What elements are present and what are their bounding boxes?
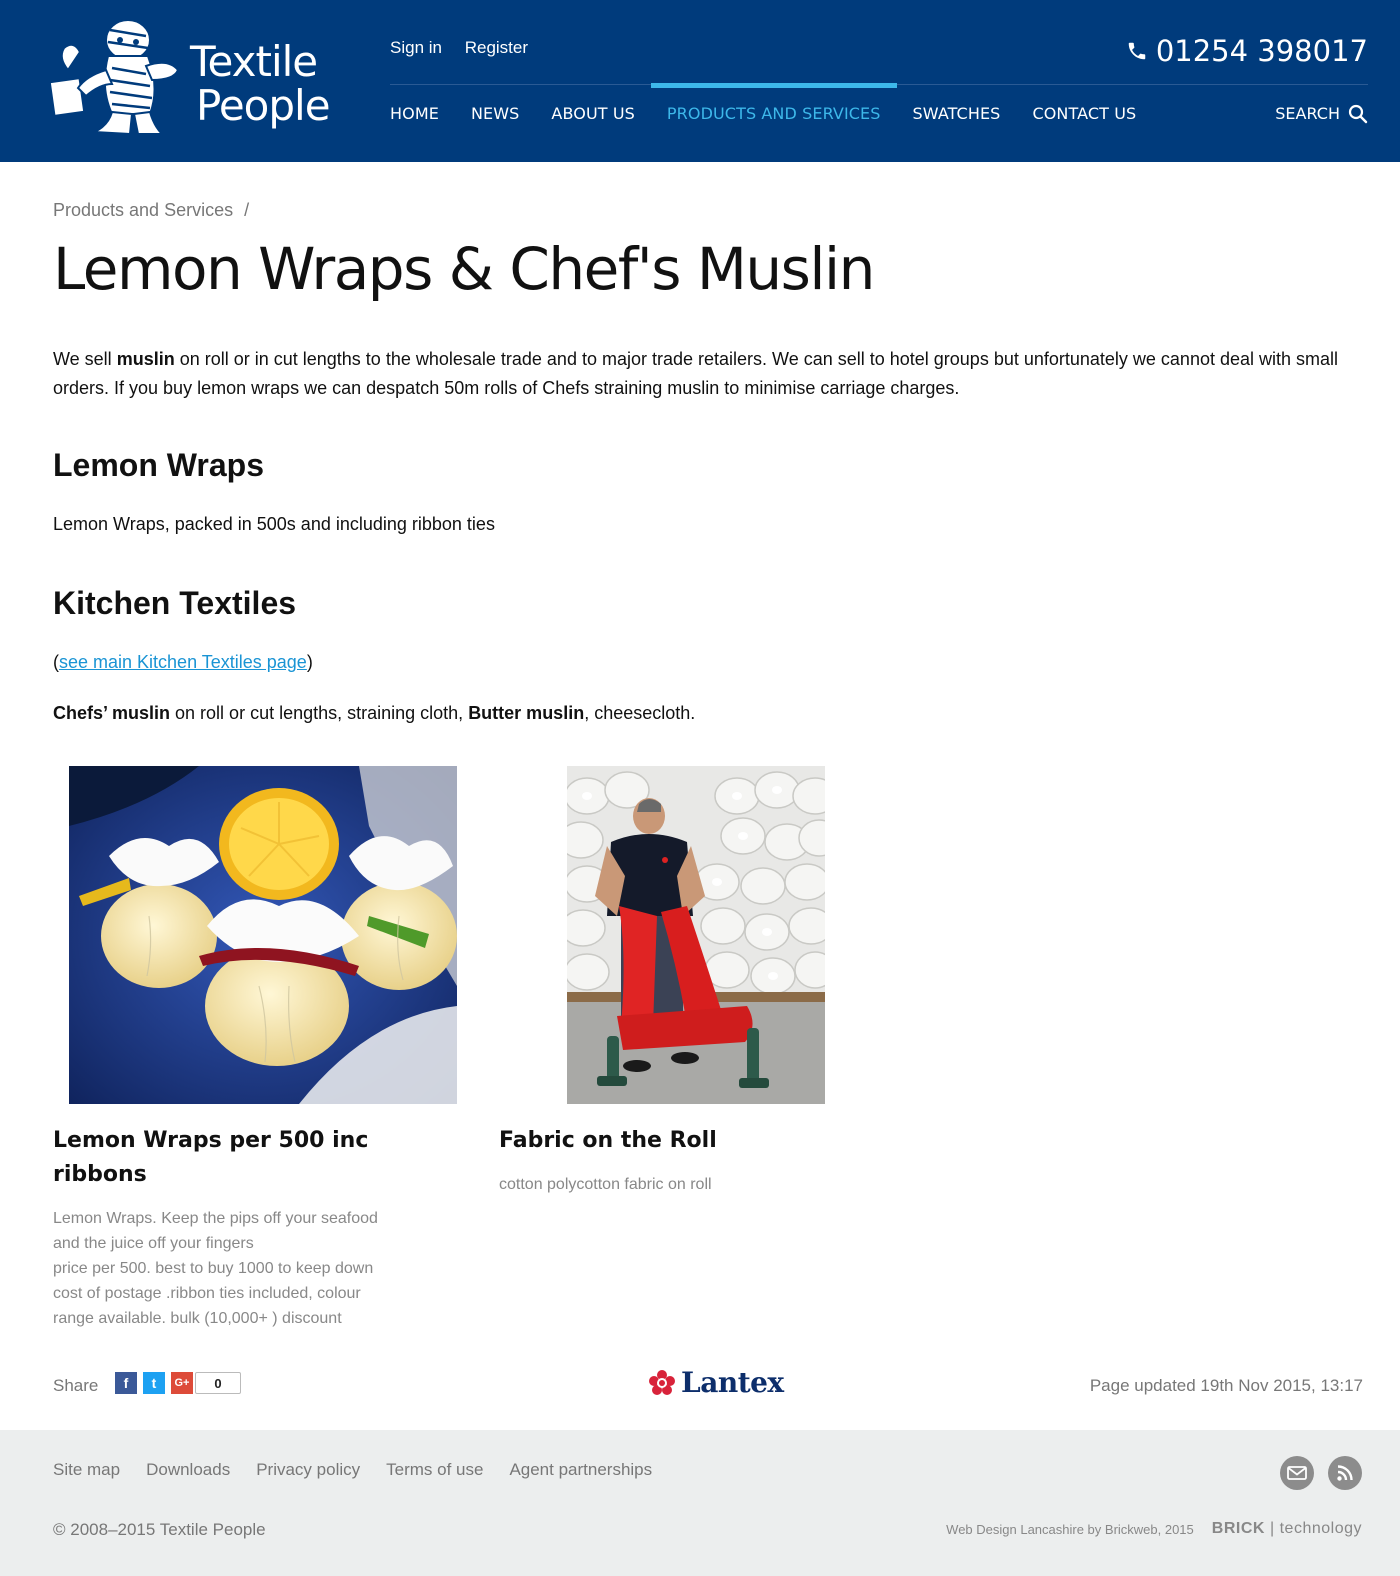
product-title-fabric-on-roll[interactable]: Fabric on the Roll <box>499 1128 717 1153</box>
google-plus-share-icon[interactable]: G+ <box>171 1372 193 1394</box>
intro-bold-muslin: muslin <box>116 349 175 369</box>
nav-products-and-services[interactable]: PRODUCTS AND SERVICES <box>651 84 897 144</box>
mummy-mascot-icon <box>50 18 190 138</box>
main-content <box>53 200 1363 1346</box>
product-image-fabric-on-roll[interactable] <box>567 766 825 1104</box>
share-label: Share <box>53 1376 99 1395</box>
brick-bar: | <box>1269 1520 1275 1537</box>
main-nav <box>374 84 1152 144</box>
desc-line: price per 500. best to buy 1000 to keep down <box>53 1260 374 1277</box>
kitchen-textiles-link-line <box>53 652 1363 673</box>
paren-close: ) <box>306 652 313 672</box>
nav-news[interactable]: NEWS <box>470 104 520 123</box>
kitchen-textiles-page-link[interactable]: see main Kitchen Textiles page <box>59 652 307 672</box>
copyright: © 2008–2015 Textile People <box>53 1520 266 1539</box>
phone-text: 01254 398017 <box>1155 34 1368 68</box>
chefs-text-2: , cheesecloth. <box>584 703 696 723</box>
breadcrumb-separator: / <box>244 200 250 220</box>
site-header <box>0 0 1400 162</box>
footer-link-site-map[interactable]: Site map <box>53 1460 121 1479</box>
twitter-share-icon[interactable]: t <box>143 1372 165 1394</box>
desc-line: Lemon Wraps. Keep the pips off your seafood <box>53 1210 378 1227</box>
logo-line-2: People <box>196 81 330 130</box>
product-image-lemon-wraps[interactable] <box>69 766 457 1104</box>
lantex-wordmark: Lantex <box>681 1366 784 1399</box>
butter-muslin-bold: Butter muslin <box>468 703 585 723</box>
desc-line: and the juice off your fingers <box>53 1235 254 1252</box>
share-bar <box>53 1366 1363 1406</box>
brick-technology-logo[interactable] <box>1212 1520 1362 1538</box>
share-icons <box>115 1372 241 1394</box>
breadcrumb-products-and-services[interactable]: Products and Services <box>53 200 234 220</box>
logo-line-1: Textile <box>190 37 318 86</box>
desc-line: range available. bulk (10,000+ ) discount <box>53 1310 342 1327</box>
lantex-logo[interactable] <box>649 1366 784 1399</box>
nav-swatches[interactable]: SWATCHES <box>912 104 1001 123</box>
footer-link-agent-partnerships[interactable]: Agent partnerships <box>509 1460 653 1479</box>
paren-open: ( <box>53 652 59 672</box>
product-card-lemon-wraps[interactable] <box>53 766 453 1331</box>
footer-icons <box>1280 1456 1362 1490</box>
rss-icon[interactable] <box>1328 1456 1362 1490</box>
lantex-rose-icon <box>649 1370 675 1396</box>
product-description-lemon-wraps <box>53 1206 453 1331</box>
product-title-lemon-wraps[interactable]: Lemon Wraps per 500 inc ribbons <box>53 1128 369 1187</box>
register-link[interactable]: Register <box>464 38 529 57</box>
footer-links <box>53 1460 652 1480</box>
design-credit <box>946 1520 1362 1538</box>
breadcrumb <box>53 200 1363 221</box>
product-description-fabric-on-roll <box>499 1172 859 1197</box>
lemon-wraps-text: Lemon Wraps, packed in 500s and including ribbon ties <box>53 514 495 534</box>
phone-icon <box>1126 40 1148 62</box>
intro-text-1: We sell <box>53 349 117 369</box>
search-icon <box>1348 104 1368 124</box>
nav-contact-us[interactable]: CONTACT US <box>1032 104 1137 123</box>
page-title: Lemon Wraps & Chef's Muslin <box>53 235 874 303</box>
sign-in-link[interactable]: Sign in <box>390 38 442 57</box>
kitchen-textiles-heading: Kitchen Textiles <box>53 585 297 621</box>
page-updated: Page updated 19th Nov 2015, 13:17 <box>1089 1376 1363 1395</box>
logo-wordmark <box>190 37 330 130</box>
brick-text: BRICK <box>1211 1520 1265 1537</box>
lemon-wraps-photo <box>69 766 457 1104</box>
product-card-fabric-on-roll[interactable] <box>499 766 859 1197</box>
nav-about-us[interactable]: ABOUT US <box>551 104 635 123</box>
footer-link-terms-of-use[interactable]: Terms of use <box>386 1460 484 1479</box>
chefs-muslin-bold: Chefs’ muslin <box>53 703 171 723</box>
phone-number <box>1126 34 1368 68</box>
chefs-muslin-paragraph <box>53 703 1363 724</box>
intro-text-2: on roll or in cut lengths to the wholesale trade and to major trade retailers. We can sell to hotel groups but unfortunately we cannot deal with small orders. If you buy lemon wraps we can despatch 50m rolls of Chefs straining muslin to minimise carriage charges. <box>53 349 1339 398</box>
nav-home[interactable]: HOME <box>390 104 439 123</box>
footer-link-downloads[interactable]: Downloads <box>146 1460 231 1479</box>
account-links <box>390 38 546 58</box>
desc-line: cotton polycotton fabric on roll <box>499 1176 712 1193</box>
brickweb-credit-link[interactable]: Web Design Lancashire by Brickweb, 2015 <box>946 1521 1194 1537</box>
site-logo[interactable] <box>50 18 330 138</box>
footer-link-privacy-policy[interactable]: Privacy policy <box>256 1460 361 1479</box>
search-label: SEARCH <box>1275 104 1340 123</box>
site-footer <box>0 1430 1400 1576</box>
email-icon[interactable] <box>1280 1456 1314 1490</box>
desc-line: cost of postage .ribbon ties included, colour <box>53 1285 361 1302</box>
search-button[interactable] <box>1275 84 1368 144</box>
intro-paragraph <box>53 345 1363 403</box>
facebook-share-icon[interactable]: f <box>115 1372 137 1394</box>
share-count: 0 <box>195 1372 241 1394</box>
chefs-text-1: on roll or cut lengths, straining cloth, <box>170 703 469 723</box>
technology-text: technology <box>1279 1520 1362 1537</box>
product-grid <box>53 766 1363 1346</box>
fabric-roll-photo <box>567 766 825 1104</box>
lemon-wraps-heading: Lemon Wraps <box>53 447 264 483</box>
